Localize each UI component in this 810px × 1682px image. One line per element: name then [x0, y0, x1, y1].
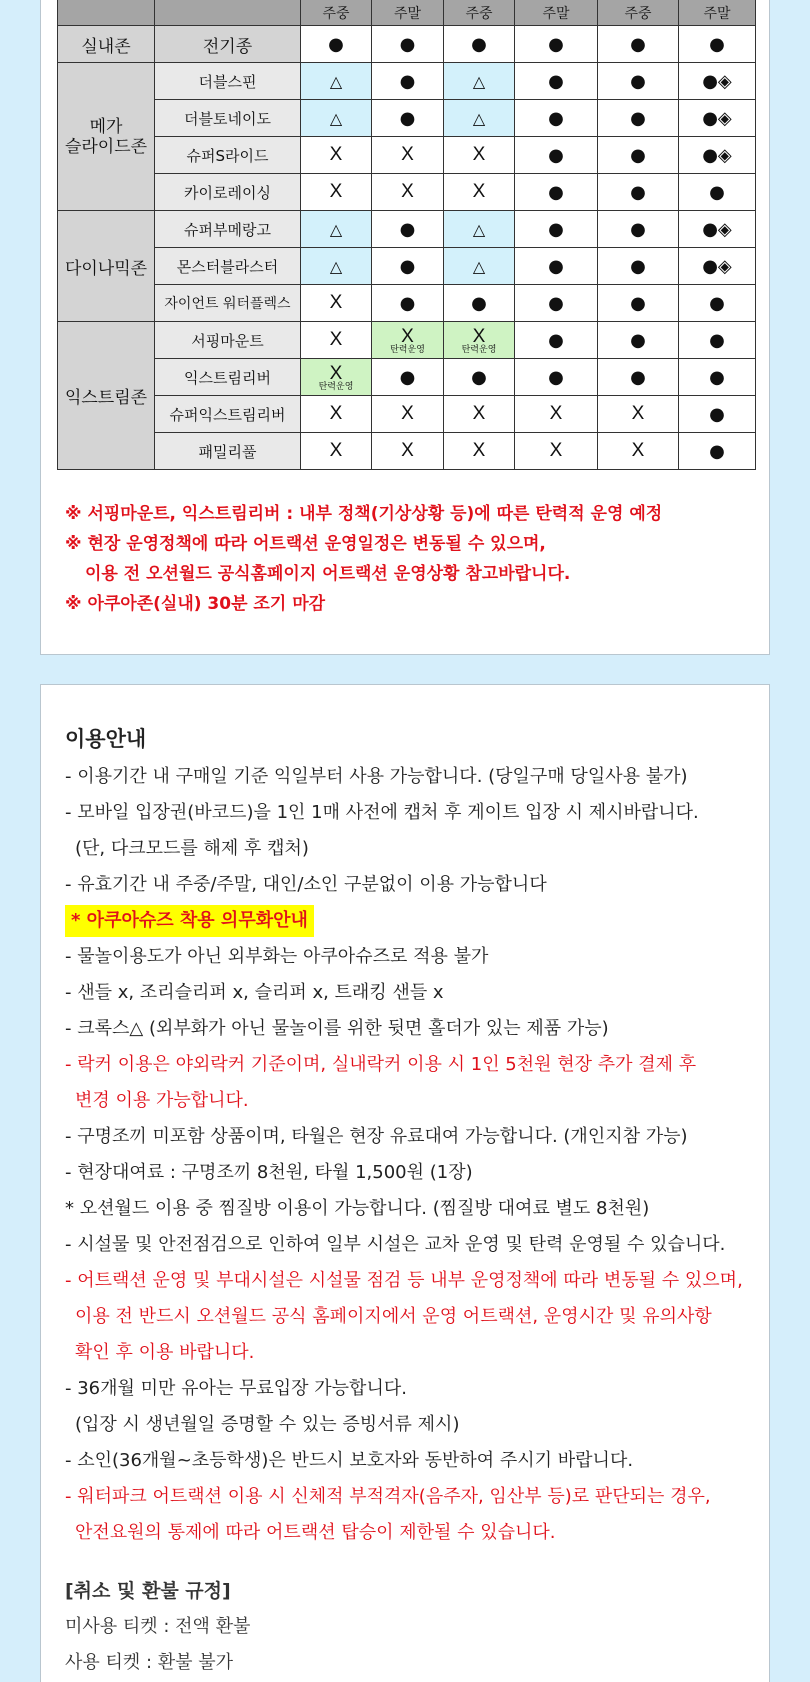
elastic-label: 탄력운영 — [390, 343, 425, 354]
status-cell: ● — [372, 211, 444, 248]
status-cell: ● — [372, 26, 444, 63]
header-blank — [58, 0, 155, 26]
status-cell: X — [444, 174, 515, 211]
status-cell: ● — [679, 26, 756, 63]
schedule-card — [40, 0, 770, 655]
status-symbol: X — [401, 325, 414, 347]
status-cell: ● — [515, 100, 598, 137]
status-cell: ● — [679, 285, 756, 322]
status-cell: ● — [515, 285, 598, 322]
status-cell: X — [301, 433, 372, 470]
info-line-warning: 안전요원의 통제에 따라 어트랙션 탑승이 제한될 수 있습니다. — [75, 1522, 556, 1543]
status-cell: X — [301, 322, 372, 359]
info-line-warning: 이용 전 반드시 오션월드 공식 홈페이지에서 운영 어트랙션, 운영시간 및 유의사항 — [75, 1306, 712, 1327]
status-cell: X — [515, 396, 598, 433]
status-cell: ● — [598, 285, 679, 322]
info-line: - 소인(36개월~초등학생)은 반드시 보호자와 동반하여 주시기 바랍니다. — [65, 1450, 634, 1471]
status-cell: X — [372, 433, 444, 470]
info-line: - 물놀이용도가 아닌 외부화는 아쿠아슈즈로 적용 불가 — [65, 946, 489, 967]
status-cell: ● — [598, 248, 679, 285]
usage-info — [65, 719, 755, 1681]
info-line: - 유효기간 내 주중/주말, 대인/소인 구분없이 이용 가능합니다 — [65, 874, 547, 895]
table-row — [58, 100, 756, 137]
status-cell: ● — [679, 359, 756, 396]
status-cell: ●◈ — [679, 137, 756, 174]
status-cell: X — [301, 396, 372, 433]
status-cell: X — [301, 285, 372, 322]
aqua-shoes-notice: * 아쿠아슈즈 착용 의무화안내 — [65, 905, 314, 937]
ride-name: 슈퍼익스트림리버 — [155, 396, 301, 433]
status-cell: ● — [372, 63, 444, 100]
status-cell: ● — [515, 359, 598, 396]
status-cell: ● — [515, 211, 598, 248]
elastic-label: 탄력운영 — [461, 343, 497, 354]
status-cell: ● — [301, 26, 372, 63]
status-cell: ● — [598, 63, 679, 100]
section-title: 이용안내 — [65, 727, 147, 751]
status-cell: ● — [372, 248, 444, 285]
ride-name: 패밀리풀 — [155, 433, 301, 470]
refund-line: 미사용 티켓 : 전액 환불 — [65, 1616, 251, 1637]
info-line: * 오션월드 이용 중 찜질방 이용이 가능합니다. (찜질방 대여료 별도 8천원) — [65, 1198, 650, 1219]
ride-name: 슈퍼부메랑고 — [155, 211, 301, 248]
note-line: ※ 서핑마운트, 익스트림리버 : 내부 정책(기상상황 등)에 따른 탄력적 운영 예정 — [65, 504, 663, 524]
header-weekday: 주중 — [444, 0, 515, 26]
ride-name: 더블토네이도 — [155, 100, 301, 137]
header-weekend: 주말 — [515, 0, 598, 26]
status-cell: △ — [301, 248, 372, 285]
info-line: - 시설물 및 안전점검으로 인하여 일부 시설은 교차 운영 및 탄력 운영될 수 있습니다. — [65, 1234, 726, 1255]
status-cell: ● — [679, 174, 756, 211]
table-header-row — [58, 0, 756, 26]
status-cell: ● — [515, 63, 598, 100]
info-line-warning: - 어트랙션 운영 및 부대시설은 시설물 점검 등 내부 운영정책에 따라 변동될 수 있으며, — [65, 1270, 743, 1291]
status-cell-elastic — [444, 322, 515, 359]
ride-name: 전기종 — [155, 26, 301, 63]
status-cell: ●◈ — [679, 63, 756, 100]
header-blank — [155, 0, 301, 26]
status-cell: ●◈ — [679, 100, 756, 137]
info-line: (입장 시 생년월일 증명할 수 있는 증빙서류 제시) — [75, 1414, 460, 1435]
zone-indoor: 실내존 — [58, 26, 155, 63]
status-cell-elastic — [372, 322, 444, 359]
info-line: - 이용기간 내 구매일 기준 익일부터 사용 가능합니다. (당일구매 당일사용 불가) — [65, 766, 688, 787]
table-row — [58, 174, 756, 211]
status-symbol: X — [329, 362, 343, 384]
table-row — [58, 248, 756, 285]
info-line: (단, 다크모드를 해제 후 캡처) — [75, 838, 309, 859]
status-cell: ●◈ — [679, 248, 756, 285]
info-line-warning: - 락커 이용은 야외락커 기준이며, 실내락커 이용 시 1인 5천원 현장 추가 결제 후 — [65, 1054, 697, 1075]
header-weekday: 주중 — [598, 0, 679, 26]
status-cell: X — [372, 174, 444, 211]
status-cell: ● — [372, 285, 444, 322]
note-line: 이용 전 오션월드 공식홈페이지 어트랙션 운영상황 참고바랍니다. — [85, 564, 571, 584]
table-row — [58, 26, 756, 63]
elastic-label: 탄력운영 — [318, 380, 354, 391]
status-cell: X — [444, 396, 515, 433]
status-cell: ● — [598, 359, 679, 396]
status-cell: ● — [598, 100, 679, 137]
zone-mega-slide: 메가 슬라이드존 — [58, 63, 155, 211]
status-cell: ● — [598, 26, 679, 63]
status-cell: ● — [515, 26, 598, 63]
info-line: - 샌들 x, 조리슬리퍼 x, 슬리퍼 x, 트래킹 샌들 x — [65, 982, 444, 1003]
status-cell: ● — [372, 100, 444, 137]
status-cell: △ — [301, 211, 372, 248]
table-row — [58, 396, 756, 433]
attraction-schedule-table — [57, 0, 756, 470]
info-line-warning: 변경 이용 가능합니다. — [75, 1090, 249, 1111]
note-line: ※ 현장 운영정책에 따라 어트랙션 운영일정은 변동될 수 있으며, — [65, 534, 546, 554]
ride-name: 카이로레이싱 — [155, 174, 301, 211]
status-cell: ● — [679, 322, 756, 359]
table-row — [58, 359, 756, 396]
status-cell: X — [598, 433, 679, 470]
header-weekend: 주말 — [679, 0, 756, 26]
status-cell: X — [301, 137, 372, 174]
info-line-warning: 확인 후 이용 바랍니다. — [75, 1342, 255, 1363]
status-cell: △ — [444, 211, 515, 248]
status-cell: ● — [598, 322, 679, 359]
status-cell: ● — [444, 285, 515, 322]
status-cell: X — [301, 174, 372, 211]
status-cell: ● — [444, 359, 515, 396]
table-row — [58, 433, 756, 470]
status-cell: ● — [515, 322, 598, 359]
header-weekday: 주중 — [301, 0, 372, 26]
info-line: - 크록스△ (외부화가 아닌 물놀이를 위한 뒷면 홀더가 있는 제품 가능) — [65, 1018, 609, 1039]
status-cell: △ — [301, 63, 372, 100]
status-cell: ● — [598, 137, 679, 174]
status-cell: ● — [444, 26, 515, 63]
zone-dynamic: 다이나믹존 — [58, 211, 155, 322]
status-cell: ● — [679, 396, 756, 433]
status-cell: △ — [444, 63, 515, 100]
note-line: ※ 아쿠아존(실내) 30분 조기 마감 — [65, 594, 326, 614]
info-line: - 현장대여료 : 구명조끼 8천원, 타월 1,500원 (1장) — [65, 1162, 473, 1183]
status-cell: ● — [372, 359, 444, 396]
ride-name: 슈퍼S라이드 — [155, 137, 301, 174]
status-cell: ● — [679, 433, 756, 470]
info-line: - 구명조끼 미포함 상품이며, 타월은 현장 유료대여 가능합니다. (개인지참 가능) — [65, 1126, 688, 1147]
status-cell: X — [444, 433, 515, 470]
table-row — [58, 285, 756, 322]
ride-name: 자이언트 워터플렉스 — [155, 285, 301, 322]
status-cell: ●◈ — [679, 211, 756, 248]
status-cell: X — [372, 137, 444, 174]
status-cell: X — [444, 137, 515, 174]
status-cell: X — [372, 396, 444, 433]
status-cell: X — [598, 396, 679, 433]
ride-name: 서핑마운트 — [155, 322, 301, 359]
status-cell: △ — [444, 100, 515, 137]
usage-info-card — [40, 684, 770, 1682]
status-symbol: X — [472, 325, 486, 347]
table-row — [58, 137, 756, 174]
status-cell: ● — [515, 174, 598, 211]
table-row — [58, 322, 756, 359]
refund-title: [취소 및 환불 규정] — [65, 1580, 231, 1602]
status-cell: △ — [444, 248, 515, 285]
spacer — [65, 1551, 755, 1573]
ride-name: 더블스핀 — [155, 63, 301, 100]
status-cell: ● — [598, 211, 679, 248]
table-row — [58, 211, 756, 248]
status-cell: △ — [301, 100, 372, 137]
info-line-warning: - 워터파크 어트랙션 이용 시 신체적 부적격자(음주자, 임산부 등)로 판단되는 경우, — [65, 1486, 711, 1507]
info-line: - 모바일 입장권(바코드)을 1인 1매 사전에 캡처 후 게이트 입장 시 제시바랍니다. — [65, 802, 699, 823]
status-cell: ● — [598, 174, 679, 211]
header-weekend: 주말 — [372, 0, 444, 26]
status-cell: ● — [515, 137, 598, 174]
table-row — [58, 63, 756, 100]
schedule-notes — [65, 499, 662, 619]
ride-name: 몬스터블라스터 — [155, 248, 301, 285]
ride-name: 익스트림리버 — [155, 359, 301, 396]
status-cell: ● — [515, 248, 598, 285]
zone-extreme: 익스트림존 — [58, 322, 155, 470]
status-cell: X — [515, 433, 598, 470]
status-cell-elastic — [301, 359, 372, 396]
refund-line: 사용 티켓 : 환불 불가 — [65, 1652, 234, 1673]
info-line: - 36개월 미만 유아는 무료입장 가능합니다. — [65, 1378, 407, 1399]
